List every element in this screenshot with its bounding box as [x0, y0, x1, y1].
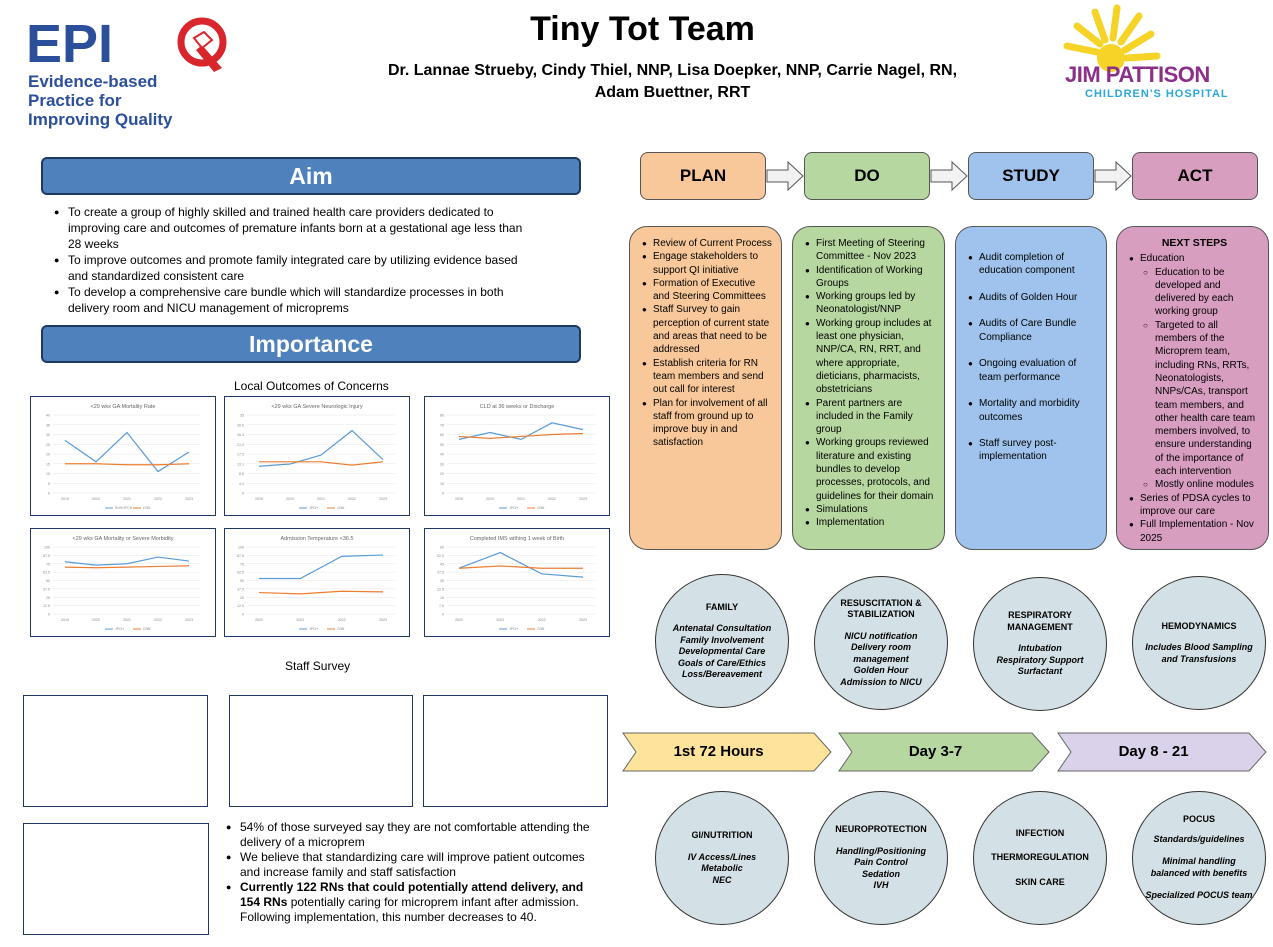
plan-item: ● Review of Current Process: [642, 237, 773, 250]
x-tick-label: 2023: [185, 618, 193, 622]
x-tick-label: 2019: [455, 497, 463, 501]
aim-list: [54, 204, 524, 316]
y-tick-label: 0: [242, 491, 244, 496]
y-tick-label: 60: [440, 433, 444, 437]
y-tick-label: 21.9: [237, 442, 244, 447]
legend-label: JPCH: [309, 506, 318, 510]
y-tick-label: 70: [440, 423, 444, 428]
phase-1st-72-hours: [622, 732, 832, 772]
chart-mortality: [30, 396, 216, 516]
bundle-line: Intubation: [1018, 643, 1062, 654]
chart-cld: [424, 396, 610, 516]
bundle-line: Sedation: [861, 868, 900, 879]
y-tick-label: 35: [46, 423, 50, 428]
y-tick-label: 37.5: [43, 587, 50, 592]
chart-title: Completed IMS withing 1 week of Birth: [469, 536, 565, 542]
survey-findings: [226, 820, 606, 925]
y-tick-label: 75: [240, 562, 244, 567]
survey-chart-placeholder: [23, 823, 209, 935]
act-item: ● Education: [1129, 252, 1260, 265]
y-tick-label: 0: [442, 491, 444, 496]
x-tick-label: 2023: [379, 497, 387, 501]
y-tick-label: 25: [240, 595, 244, 600]
study-header: STUDY: [968, 152, 1094, 200]
authors-line: Adam Buettner, RRT: [594, 84, 751, 101]
bundle-family: [655, 574, 789, 708]
tagline-line: Practice for: [28, 91, 122, 110]
next-steps-heading: NEXT STEPS: [1161, 237, 1228, 249]
y-tick-label: 35: [240, 413, 244, 418]
x-tick-label: 2019: [255, 497, 263, 501]
bundle-line: Minimal handling balanced with benefits: [1150, 856, 1248, 878]
y-tick-label: 100: [238, 545, 244, 550]
bundle-gi-nutrition: [655, 791, 789, 925]
bundle-line: Surfactant: [1017, 666, 1063, 677]
tagline-line: Improving Quality: [28, 110, 173, 129]
bundle-line: NEC: [712, 874, 732, 885]
aim-heading: Aim: [41, 157, 581, 195]
bundle-neuroprotection: [814, 791, 948, 925]
bundle-spacer: [1143, 845, 1255, 856]
x-tick-label: 2023: [579, 618, 587, 622]
survey-chart-placeholder: [23, 695, 208, 807]
svg-text:EPI: EPI: [26, 14, 114, 74]
chart-title: <29 wks GA Mortality Rate: [90, 404, 156, 410]
y-tick-label: 87.5: [43, 553, 50, 558]
bundle-title-thermoregulation: THERMOREGULATION: [991, 852, 1089, 863]
y-tick-label: 37.5: [437, 570, 444, 575]
chart-title: <29 wks GA Severe Neurologic Injury: [271, 404, 363, 410]
bundle-line: NICU notification: [844, 630, 918, 641]
series-line: [65, 433, 189, 472]
x-tick-label: 2022: [348, 497, 356, 501]
phase-label: Day 8 - 21: [1118, 743, 1189, 760]
y-tick-label: 40: [46, 413, 50, 418]
epiq-tagline: [28, 72, 173, 129]
do-header: DO: [804, 152, 930, 200]
study-item: ● Mortality and morbidity outcomes: [968, 397, 1098, 424]
y-tick-label: 30: [440, 462, 444, 467]
do-item: ● Identification of Working Groups: [805, 264, 936, 291]
y-tick-label: 37.5: [237, 587, 244, 592]
x-tick-label: 2023: [379, 618, 387, 622]
survey-chart-placeholder: [229, 695, 413, 807]
plan-item: ● Staff Survey to gain perception of current state and areas that need to be addressed: [642, 303, 773, 356]
y-tick-label: 0: [242, 612, 244, 617]
bundle-title: FAMILY: [705, 601, 739, 612]
chart-neuro-injury: [224, 396, 410, 516]
study-item: ● Ongoing evaluation of team performance: [968, 357, 1098, 384]
survey-bold-text: Currently 122 RNs that could potentially attend delivery, and 154 RNs: [240, 880, 584, 909]
aim-item: ● To develop a comprehensive care bundle which will standardize processes in both delivery room and NICU management of microprems: [54, 284, 524, 316]
do-item: ● Working group includes at least one physician, NNP/CA, RN, RRT, and where appropriate, dieticians, pharmacists, obstetricians: [805, 317, 936, 397]
bundle-line: IV Access/Lines: [687, 851, 757, 862]
y-tick-label: 50: [440, 442, 444, 447]
phase-label: 1st 72 Hours: [673, 743, 764, 760]
y-tick-label: 52.5: [437, 553, 444, 558]
y-tick-label: 8.8: [239, 472, 244, 476]
y-tick-label: 100: [44, 545, 50, 550]
chart-svg: [225, 529, 409, 636]
survey-text: potentially caring for microprem infant after admission. Following implementation, this number decreases to 40.: [240, 895, 579, 924]
bundle-spacer: [1143, 879, 1255, 890]
y-tick-label: 0: [442, 612, 444, 617]
plan-item: ● Establish criteria for RN team members and send out call for interest: [642, 357, 773, 397]
page-title: Tiny Tot Team: [530, 10, 755, 48]
legend-label: JPCH: [509, 506, 518, 510]
outcomes-caption: Local Outcomes of Concerns: [234, 379, 389, 393]
act-header: ACT: [1132, 152, 1258, 200]
do-item: ● Simulations: [805, 503, 936, 516]
series-line: [65, 566, 189, 568]
x-tick-label: 2022: [154, 497, 162, 501]
survey-item: [226, 880, 606, 925]
y-tick-label: 7.5: [439, 604, 444, 609]
hospital-name: JIM PATTISON: [1065, 62, 1210, 87]
bundle-title: RESPIRATORY MANAGEMENT: [1007, 610, 1073, 632]
plan-header: PLAN: [640, 152, 766, 200]
series-line: [459, 566, 583, 568]
do-item: ● Working groups led by Neonatologist/NNP: [805, 290, 936, 317]
y-tick-label: 10: [46, 472, 50, 476]
bundle-title: INFECTION: [1015, 827, 1065, 838]
do-item: ● First Meeting of Steering Committee - Nov 2023: [805, 237, 936, 264]
act-item: ● Full Implementation - Nov 2025: [1129, 518, 1260, 545]
bundle-line: Specialized POCUS team: [1145, 890, 1253, 901]
do-box: [792, 226, 945, 550]
y-tick-label: 26.3: [237, 433, 244, 437]
survey-item: ● 54% of those surveyed say they are not comfortable attending the delivery of a microprem: [226, 820, 606, 850]
aim-item: ● To create a group of highly skilled and trained health care providers dedicated to improving care and outcomes of premature infants born at a gestational age less than 28 weeks: [54, 204, 524, 252]
legend-label: CNN: [143, 506, 151, 510]
act-item: ● Series of PDSA cycles to improve our care: [1129, 492, 1260, 519]
do-item: ● Working groups reviewed literature and existing bundles to develop processes, protocols, and guidelines for their domain: [805, 436, 936, 502]
authors: [340, 60, 1005, 104]
arrow-right-icon: [1094, 161, 1132, 191]
chart-title: CLD at 36 weeks or Discharge: [479, 404, 555, 410]
chart-svg: [425, 529, 609, 636]
chart-mortality-morbidity: [30, 528, 216, 637]
chart-svg: [31, 529, 215, 636]
act-subitem: ○ Mostly online modules: [1129, 478, 1260, 491]
y-tick-label: 15: [46, 462, 50, 467]
x-tick-label: 2021: [296, 618, 305, 622]
legend-label: CNN: [337, 627, 345, 631]
bundle-line: Includes Blood Sampling and Transfusions: [1145, 642, 1253, 664]
plan-item: ● Formation of Executive and Steering Committees: [642, 277, 773, 304]
bundle-respiratory: [973, 577, 1107, 711]
y-tick-label: 50: [46, 579, 50, 583]
bundle-infection: [973, 791, 1107, 925]
y-tick-label: 62.5: [43, 570, 50, 575]
tagline-line: Evidence-based: [28, 72, 158, 91]
y-tick-label: 40: [440, 452, 444, 457]
bundle-line: Standards/guidelines: [1153, 833, 1245, 844]
chart-title: Admission Temperature <36.5: [280, 536, 354, 542]
x-tick-label: 2021: [517, 497, 525, 501]
epiq-wordmark-icon: [26, 12, 236, 74]
bundle-title: GI/NUTRITION: [691, 830, 753, 840]
y-tick-label: 20: [440, 472, 444, 476]
y-tick-label: 4.4: [239, 481, 244, 486]
x-tick-label: 2019: [61, 618, 69, 622]
bundle-line: Developmental Care: [678, 646, 766, 656]
y-tick-label: 13.1: [237, 462, 244, 467]
importance-heading: Importance: [41, 325, 581, 363]
hospital-logo: [1055, 4, 1245, 114]
y-tick-label: 30: [46, 433, 50, 437]
y-tick-label: 45: [440, 562, 444, 567]
y-tick-label: 62.5: [237, 570, 244, 575]
y-tick-label: 60: [440, 545, 444, 550]
x-tick-label: 2021: [123, 497, 131, 501]
bundle-title: NEUROPROTECTION: [835, 824, 927, 835]
series-line: [259, 431, 383, 467]
chart-svg: [425, 397, 609, 515]
bundle-hemodynamics: [1132, 576, 1266, 710]
bundle-title: RESUSCITATION & STABILIZATION: [840, 597, 922, 620]
plan-item: ● Engage stakeholders to support QI initiative: [642, 250, 773, 277]
bundle-line: Family Involvement: [680, 634, 764, 645]
legend-label: JPCH: [309, 627, 318, 631]
y-tick-label: 5: [48, 481, 50, 486]
x-tick-label: 2020: [486, 497, 494, 501]
bundle-pocus: [1132, 791, 1266, 925]
act-subitem: ○ Targeted to all members of the Microprem team, including RNs, RRTs, Neonatologists, NNPs/CAs, transport team members, and other health care team members involved, to ensure understanding of the importance of each intervention: [1129, 319, 1260, 479]
study-item: ● Staff survey post-implementation: [968, 437, 1098, 464]
y-tick-label: 10: [440, 481, 444, 486]
survey-chart-placeholder: [423, 695, 608, 807]
y-tick-label: 75: [46, 562, 50, 567]
y-tick-label: 12.5: [43, 604, 50, 609]
study-item: ● Audits of Golden Hour: [968, 291, 1098, 304]
legend-label: JPCH: [509, 627, 518, 631]
series-line: [259, 591, 383, 594]
x-tick-label: 2021: [123, 618, 131, 622]
bundle-line: Admission to NICU: [840, 676, 922, 687]
x-tick-label: 2023: [579, 497, 587, 501]
y-tick-label: 80: [440, 413, 444, 418]
x-tick-label: 2022: [337, 618, 346, 622]
study-item: ● Audit completion of education component: [968, 251, 1098, 278]
chart-admission-temp: [224, 528, 410, 637]
study-item: ● Audits of Care Bundle Compliance: [968, 317, 1098, 344]
bundle-title: POCUS: [1182, 814, 1215, 825]
x-tick-label: 2022: [548, 497, 556, 501]
phase-day-3-7: [838, 732, 1050, 772]
y-tick-label: 0: [48, 612, 50, 617]
y-tick-label: 30.6: [237, 423, 244, 428]
y-tick-label: 15: [440, 595, 444, 600]
plan-box: [629, 226, 782, 550]
x-tick-label: 2020: [255, 618, 263, 622]
bundle-line: Delivery room management: [850, 642, 912, 664]
y-tick-label: 30: [440, 579, 444, 583]
y-tick-label: 87.5: [237, 553, 244, 558]
series-line: [259, 555, 383, 578]
series-line: [459, 553, 583, 578]
epiq-logo: [26, 12, 236, 130]
x-tick-label: 2021: [496, 618, 505, 622]
x-tick-label: 2020: [92, 497, 100, 501]
bundle-line: Handling/Positioning: [836, 845, 926, 856]
x-tick-label: 2020: [286, 497, 294, 501]
legend-label: CNN: [537, 506, 545, 510]
bundle-line: Metabolic: [701, 863, 743, 873]
bundle-line: Golden Hour: [853, 665, 909, 676]
x-tick-label: 2021: [317, 497, 325, 501]
bundle-line: Pain Control: [854, 857, 908, 868]
y-tick-label: 25: [46, 442, 50, 447]
y-tick-label: 20: [46, 452, 50, 457]
bundle-line: IVH: [873, 880, 889, 891]
phase-day-8-21: [1057, 732, 1267, 772]
x-tick-label: 2020: [455, 618, 463, 622]
legend-label: JPCH: [115, 627, 124, 631]
study-box: [955, 226, 1107, 550]
plan-item: ● Plan for involvement of all staff from ground up to improve buy in and satisfaction: [642, 397, 773, 450]
hospital-subname: CHILDREN'S HOSPITAL: [1085, 88, 1229, 100]
survey-caption: Staff Survey: [285, 659, 351, 673]
act-box: [1116, 226, 1269, 550]
x-tick-label: 2022: [154, 618, 162, 622]
authors-line: Dr. Lannae Strueby, Cindy Thiel, NNP, Lisa Doepker, NNP, Carrie Nagel, RN,: [387, 62, 958, 79]
bundle-title-skin-care: SKIN CARE: [1015, 876, 1065, 887]
x-tick-label: 2020: [92, 618, 100, 622]
chart-svg: [225, 397, 409, 515]
phase-label: Day 3-7: [908, 743, 963, 760]
y-tick-label: 17.5: [237, 452, 244, 457]
bundle-line: Loss/Bereavement: [681, 669, 763, 679]
legend-label: CNN: [537, 627, 545, 631]
bundle-line: Antenatal Consultation: [672, 623, 772, 633]
bundle-line: Respiratory Support: [996, 654, 1084, 665]
act-subitem: ○ Education to be developed and delivered by each working group: [1129, 266, 1260, 319]
bundle-resuscitation: [814, 576, 948, 710]
x-tick-label: 2023: [185, 497, 193, 501]
x-tick-label: 2022: [537, 618, 546, 622]
y-tick-label: 25: [46, 595, 50, 600]
do-item: ● Implementation: [805, 516, 936, 529]
arrow-right-icon: [766, 161, 804, 191]
y-tick-label: 22.5: [437, 587, 444, 592]
legend-label: CNN: [143, 627, 151, 631]
y-tick-label: 0: [48, 491, 50, 496]
chart-ims: [424, 528, 610, 637]
legend-label: RUH/JPCH: [115, 506, 133, 510]
y-tick-label: 12.5: [237, 604, 244, 609]
bundle-line: Goals of Care/Ethics: [677, 657, 767, 668]
bundle-title: HEMODYNAMICS: [1161, 620, 1237, 631]
y-tick-label: 50: [240, 579, 244, 583]
aim-item: ● To improve outcomes and promote family integrated care by utilizing evidence based and standardized consistent care: [54, 252, 524, 284]
chart-svg: [31, 397, 215, 515]
arrow-right-icon: [930, 161, 968, 191]
legend-label: CNN: [337, 506, 345, 510]
x-tick-label: 2019: [61, 497, 69, 501]
do-item: ● Parent partners are included in the Family group: [805, 397, 936, 437]
survey-item: ● We believe that standardizing care will improve patient outcomes and increase family and staff satisfaction: [226, 850, 606, 880]
chart-title: <29 wks GA Mortality or Severe Morbidity: [72, 536, 174, 542]
